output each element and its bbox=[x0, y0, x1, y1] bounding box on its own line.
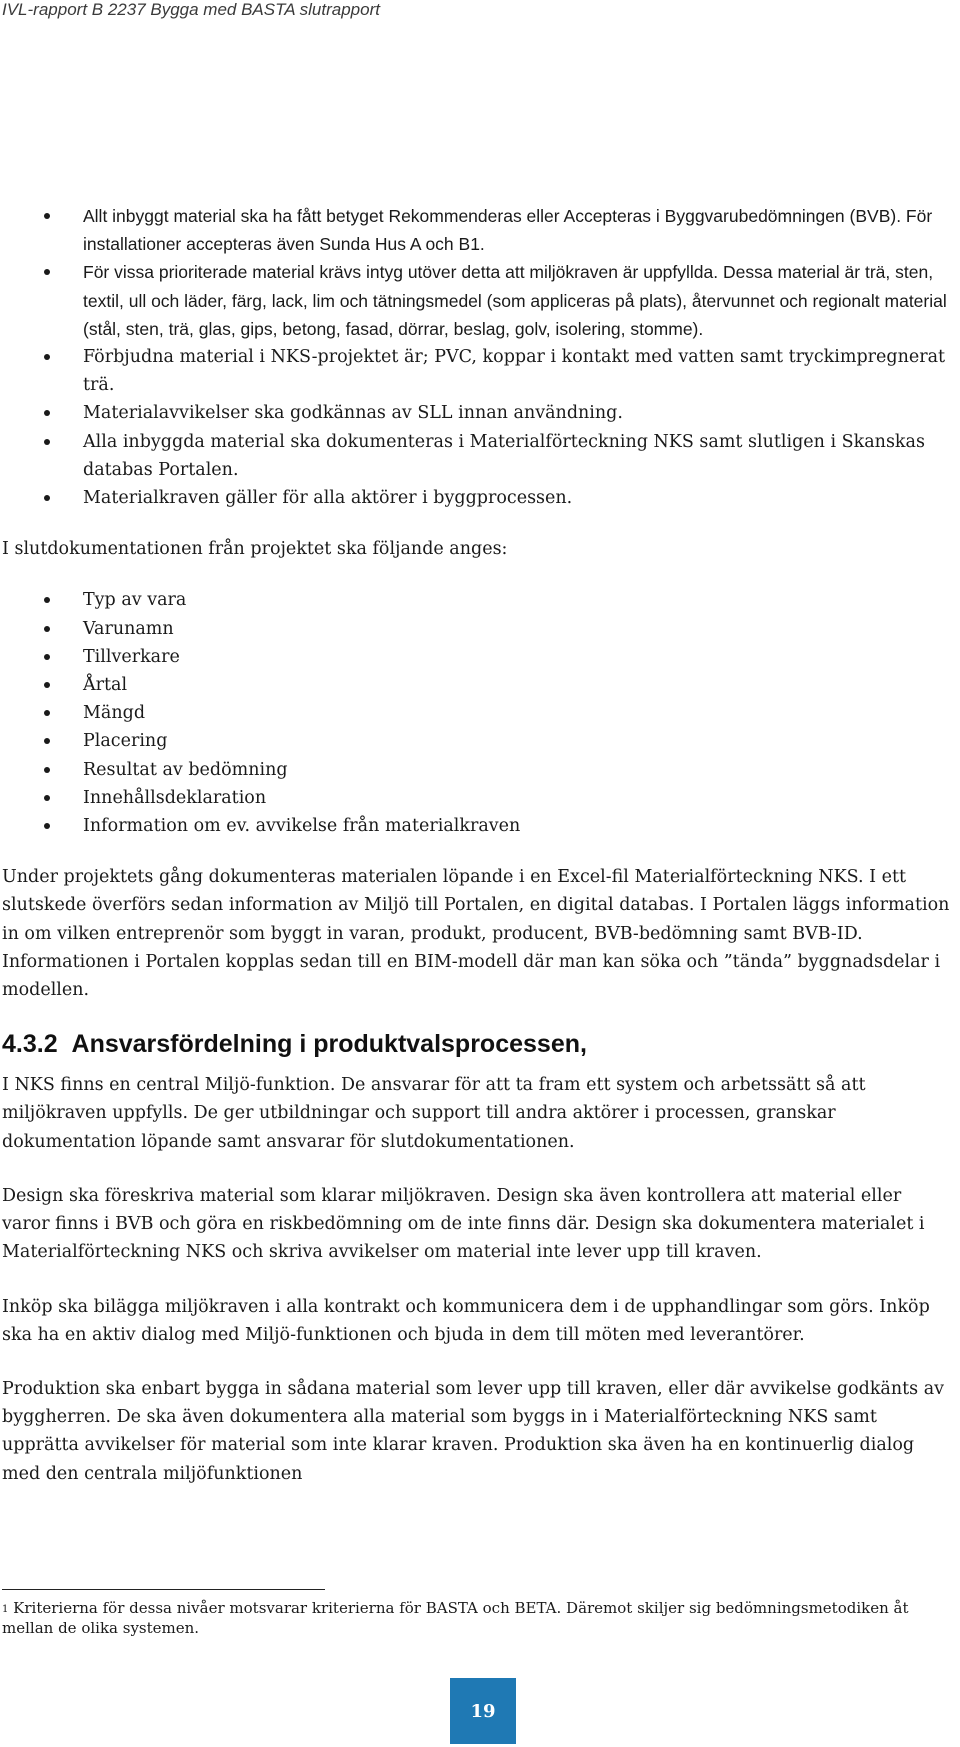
page-number: 19 bbox=[470, 1700, 496, 1722]
list-item: Varunamn bbox=[2, 615, 954, 643]
list-item: Tillverkare bbox=[2, 643, 954, 671]
list-item: Materialkraven gäller för alla aktörer i byggprocessen. bbox=[2, 484, 954, 512]
footnote-separator bbox=[2, 1589, 325, 1590]
list-item: Materialavvikelser ska godkännas av SLL innan användning. bbox=[2, 399, 954, 427]
paragraph-miljo: I NKS finns en central Miljö-funktion. De ansvarar för att ta fram ett system och arbetssätt så att miljökraven uppfylls. De ger utbildningar och support till andra aktörer i processen, granskar dokumentation löpande samt ansvarar för slutdokumentationen. bbox=[2, 1075, 866, 1152]
page-body bbox=[2, 202, 954, 1488]
section-title: Ansvarsfördelning i produktvalsprocessen, bbox=[71, 1030, 587, 1059]
list-item: Mängd bbox=[2, 699, 954, 727]
portal-paragraph: Under projektets gång dokumenteras materialen löpande i en Excel-fil Materialförteckning NKS. I ett slutskede överförs sedan information av Miljö till Portalen, en digital databas. I Portalen läggs information in om vilken entreprenör som byggt in varan, produkt, producent, BVB-bedömning samt BVB-ID. Informationen i Portalen kopplas sedan till en BIM-modell där man kan söka och ”tända” byggnadsdelar i modellen. bbox=[2, 867, 950, 1001]
documentation-intro: I slutdokumentationen från projektet ska följande anges: bbox=[2, 539, 508, 560]
section-heading bbox=[2, 1028, 954, 1060]
footnote-marker: 1 bbox=[2, 1604, 9, 1615]
list-item: Typ av vara bbox=[2, 586, 954, 614]
footnote-text: Kriterierna för dessa nivåer motsvarar kriterierna för BASTA och BETA. Däremot skiljer sig bedömningsmetodiken åt mellan de olika systemen. bbox=[2, 1599, 909, 1637]
list-item: Allt inbyggt material ska ha fått betyget Rekommenderas eller Accepteras i Byggvarubedömningen (BVB). För installationer accepteras även Sunda Hus A och B1. bbox=[2, 202, 954, 258]
documentation-fields-list bbox=[2, 586, 954, 840]
requirements-list bbox=[2, 202, 954, 512]
list-item: Information om ev. avvikelse från materialkraven bbox=[2, 812, 954, 840]
list-item: Årtal bbox=[2, 671, 954, 699]
list-item: För vissa prioriterade material krävs intyg utöver detta att miljökraven är uppfyllda. Dessa material är trä, sten, textil, ull och läder, färg, lack, lim och tätningsmedel (som appliceras på plats), återvunnet och regionalt material (stål, sten, trä, glas, gips, betong, fasad, dörrar, beslag, golv, isolering, stomme). bbox=[2, 258, 954, 343]
section-number: 4.3.2 bbox=[2, 1030, 58, 1059]
paragraph-produktion: Produktion ska enbart bygga in sådana material som lever upp till kraven, eller där avvikelse godkänts av byggherren. De ska även dokumentera alla material som byggs in i Materialförteckning NKS samt upprätta avvikelser för material som inte klarar kraven. Produktion ska även ha en kontinuerlig dialog med den centrala miljöfunktionen bbox=[2, 1378, 945, 1484]
list-item: Resultat av bedömning bbox=[2, 756, 954, 784]
paragraph-design: Design ska föreskriva material som klarar miljökraven. Design ska även kontrollera att material eller varor finns i BVB och göra en riskbedömning om de inte finns där. Design ska dokumentera materialet i Materialförteckning NKS och skriva avvikelser om material inte lever upp till kraven. bbox=[2, 1185, 925, 1263]
list-item: Placering bbox=[2, 727, 954, 755]
list-item: Innehållsdeklaration bbox=[2, 784, 954, 812]
report-header: IVL-rapport B 2237 Bygga med BASTA slutrapport bbox=[2, 0, 380, 19]
page-number-badge bbox=[450, 1678, 516, 1744]
list-item: Alla inbyggda material ska dokumenteras i Materialförteckning NKS samt slutligen i Skanskas databas Portalen. bbox=[2, 428, 954, 484]
list-item: Förbjudna material i NKS-projektet är; PVC, koppar i kontakt med vatten samt tryckimpregnerat trä. bbox=[2, 343, 954, 399]
paragraph-inkop: Inköp ska bilägga miljökraven i alla kontrakt och kommunicera dem i de upphandlingar som görs. Inköp ska ha en aktiv dialog med Miljö-funktionen och bjuda in dem till möten med leverantörer. bbox=[2, 1296, 930, 1345]
footnote bbox=[2, 1598, 954, 1638]
